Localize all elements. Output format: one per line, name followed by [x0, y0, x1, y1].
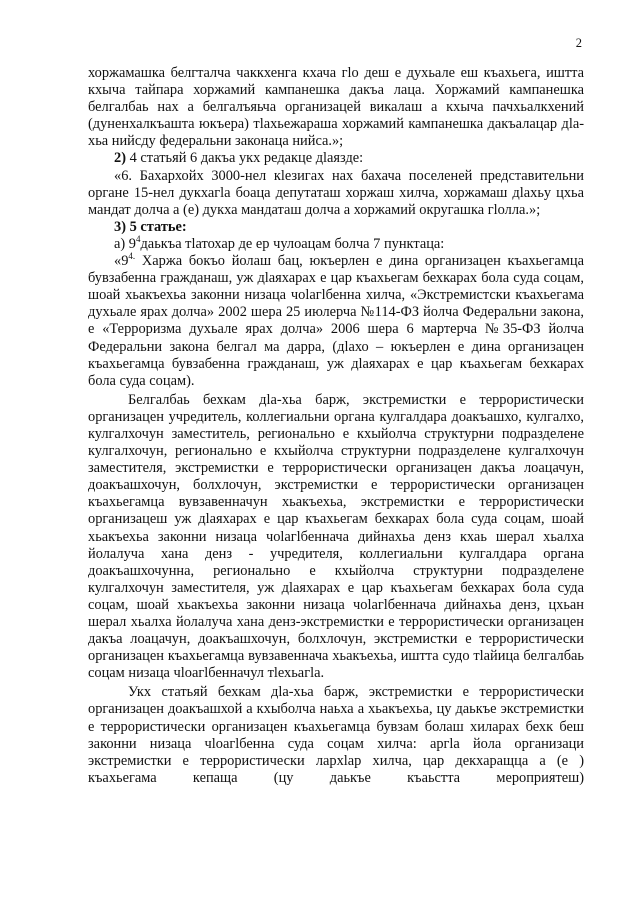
paragraph-restriction-founders: Белгалбаь бехкам дlа-хьа барж, экстремистки е террористически организацен учредитель, коллегиальни органа кулгалдара доакъашхо, кулгалхо, кулгалхочун заместитель, регионально е кхыйолча структурни подразделене кулгалхочун, регионально е кхыйолча структурни подразделене кулгалхочун заместителя, экстремистки е террористически организацен дакъа лоацачун, доакъашхочун, болхлочун, экстремистки е террористически организацен къахьегамца вувзавенначун хьакъехьа, экстремистки е террористически организацеш уж дlаяхарах е цар къахьегам бехкарах бола суда соцам, шоай хьакъехьа законни низаца чоlагlбеннача дийнахьа денз кхаь шерал хьалха йолалуча хана денз - учредителя, коллегиальни кулгалдара органа доакъашхочунна, регионально е кхыйолча структурни подразделене кулгалхочун заместителя, уж дlаяхарах е цар къахьегам бехкарах бола суда соцам, шоай хьакъехьа законни низаца чоlагlбеннача дийнахьа денз, цхьан шерал хьалха йолалуча хана денз-экстремистки е террористически организацен дакъа лоацачун, доакъашхочун, болхлочун, экстремистки е террористически организацен къахьегамца вувзавеннача хьакъехьа, иштта судо тlайица белгалбаь соцам низаца чlоагlбенначул тlехьагlа. — [88, 391, 584, 682]
paragraph-article-4-part-6: «6. Бахархойх 3000-нел кlезигах нах бахача поселеней представительни органе 15-нел дукхагlа боаца депутаташ хоржаш хилча, хоржамаш дlахьу цхьа мандат долча а (е) дукха мандаташ долча а хоржамий округашка гlолла.»; — [88, 167, 584, 218]
item-a-text: даькъа тlатохар де ер чулоацам болча 7 пунктаца: — [140, 235, 445, 252]
paragraph-restriction-members: Укх статьяй бехкам дlа-хьа барж, экстремистки е террористически организацен доакъашхой а кхыболча наьха а хьакъехьа, цу даькъе экстремистки е террористически организацен къахьегамца бувзам болаш хиларах бехк беш законни низаца чlоагlбенна суда соцам хилча: аргlа йола организаци экстремистки е террористически лархlар хилча, цар декхаращца а (е ) къахьегама кепаща (цу даькъе къаьстта мероприятеш) — [88, 684, 584, 786]
document-body — [88, 65, 584, 787]
point-superscript: 4. — [128, 251, 136, 262]
point-text: Харжа бокъо йолаш бац, юкъерлен е дина организацен къахьегамца бувзабенна гражданаш, уж дlаяхарах е цар къахьегам бехкарах бола суда соцам, шоай хьакъехьа законни низаца чоlагlбенна хилча, «Экстремистски къахьегама духьале ярах долча» 2002 шера 25 июлерча №114-ФЗ йолча Федеральни закона, е «Терроризма духьале ярах долча» 2006 шера 6 мартерча №35-ФЗ йолча Федеральни закона белгал ма дарра, (дlахо – юкъерлен е дина организацен къахьегамца бувзабенна гражданаш, уж дlаяхарах е цар къахьегам бехкарах бола суда соцам). — [88, 253, 584, 389]
page-number: 2 — [575, 36, 582, 50]
section-heading-article-5: 3) 5 статье: — [114, 218, 187, 235]
paragraph-point-9-4 — [88, 253, 584, 390]
point-prefix: «9 — [114, 253, 129, 270]
item-a-superscript: 4 — [135, 234, 141, 245]
paragraph-campaign-participation: хоржамашка белгтaлча чаккхенга кхача гlо деш е духьале еш къахьега, иштта кхыча тайпара хоржамий кампанешка дакъа лаца. Хоржамий кампанешка белгалбаь нах а белгалъяьча организацей викалаш а кхыча пачхьалкхений (дуненхалкъашта юкъера) тlахьежараша хоржамий кампанешка дакъалацар дlа-хьа нийсду федеральни законаца нийса.»; — [88, 65, 584, 150]
item-number: 2) — [114, 150, 126, 167]
paragraph-item-a — [88, 236, 584, 253]
item-text: 4 статьяй 6 дакъа укх редакце дlаязде: — [126, 150, 364, 167]
item-a-prefix: а) 9 — [114, 235, 136, 252]
paragraph-item-2 — [88, 150, 584, 167]
